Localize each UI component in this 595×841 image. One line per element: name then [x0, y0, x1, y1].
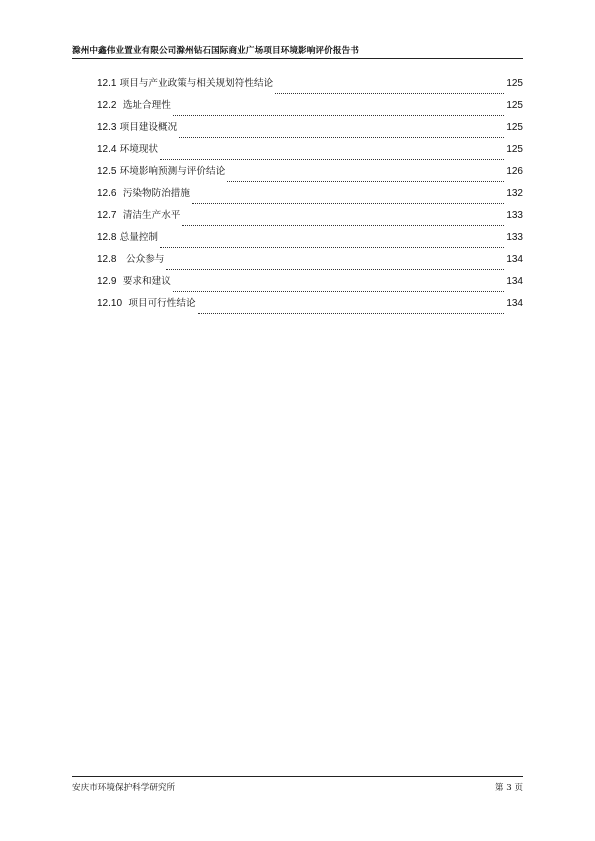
toc-entry-number: 12.2 [97, 100, 117, 111]
page-header-title: 滁州中鑫伟业置业有限公司滁州钻石国际商业广场项目环境影响评价报告书 [72, 46, 359, 56]
toc-leader-dots [166, 261, 504, 270]
toc-entry-title: 环境影响预测与评价结论 [119, 166, 226, 177]
toc-entry-page: 132 [506, 188, 523, 199]
toc-entry-title: 总量控制 [119, 232, 159, 243]
toc-entry-number: 12.6 [97, 188, 117, 199]
toc-entry-page: 133 [506, 232, 523, 243]
toc-entry-number: 12.5 [97, 166, 117, 177]
toc-entry-title: 项目建设概况 [119, 122, 178, 133]
toc-entry-spacer [116, 253, 126, 267]
toc-entry-number: 12.8 [97, 254, 117, 265]
toc-entry-title: 项目与产业政策与相关规划符性结论 [119, 78, 274, 89]
toc-entry-number: 12.3 [97, 122, 117, 133]
toc-leader-dots [179, 129, 504, 138]
toc-leader-dots [160, 239, 504, 248]
toc-entry-number: 12.7 [97, 210, 117, 221]
toc-entry-title: 要求和建议 [122, 276, 171, 287]
toc-entry[interactable] [97, 253, 523, 275]
toc-entry-number: 12.1 [97, 78, 117, 89]
toc-entry[interactable] [97, 187, 523, 209]
toc-entry-title: 选址合理性 [122, 100, 171, 111]
footer-page-number: 第 3 页 [494, 783, 523, 793]
toc-entry-title: 清洁生产水平 [122, 210, 181, 221]
toc-entry-page: 133 [506, 210, 523, 221]
toc-entry[interactable] [97, 209, 523, 231]
toc-leader-dots [160, 151, 504, 160]
toc-leader-dots [227, 173, 504, 182]
toc-entry-title: 公众参与 [126, 254, 165, 265]
toc-entry-title: 项目可行性结论 [128, 298, 196, 309]
toc-entry-number: 12.4 [97, 144, 117, 155]
toc-entry-title: 环境现状 [119, 144, 159, 155]
toc-entry[interactable] [97, 297, 523, 319]
toc-entry[interactable] [97, 165, 523, 187]
toc-entry-page: 125 [506, 144, 523, 155]
toc-leader-dots [182, 217, 504, 226]
toc-entry[interactable] [97, 77, 523, 99]
toc-entry-page: 134 [506, 298, 523, 309]
toc-leader-dots [192, 195, 504, 204]
toc-entry-page: 126 [506, 166, 523, 177]
toc-entry-page: 134 [506, 276, 523, 287]
header-divider [72, 58, 523, 59]
toc-entry-number: 12.8 [97, 232, 117, 243]
toc-leader-dots [173, 107, 505, 116]
footer-divider [72, 776, 523, 777]
toc-entry-title: 污染物防治措施 [122, 188, 190, 199]
toc-leader-dots [173, 283, 505, 292]
toc-entry-number: 12.10 [97, 298, 123, 309]
toc-entry[interactable] [97, 231, 523, 253]
footer-organization: 安庆市环境保护科学研究所 [72, 783, 176, 793]
toc-entry-page: 125 [506, 100, 523, 111]
toc-leader-dots [198, 305, 505, 314]
toc-entry-page: 125 [506, 78, 523, 89]
table-of-contents [97, 77, 523, 319]
toc-entry[interactable] [97, 121, 523, 143]
toc-entry-number: 12.9 [97, 276, 117, 287]
toc-entry-page: 125 [506, 122, 523, 133]
toc-leader-dots [275, 85, 504, 94]
toc-entry[interactable] [97, 275, 523, 297]
toc-entry[interactable] [97, 143, 523, 165]
toc-entry[interactable] [97, 99, 523, 121]
toc-entry-page: 134 [506, 254, 523, 265]
